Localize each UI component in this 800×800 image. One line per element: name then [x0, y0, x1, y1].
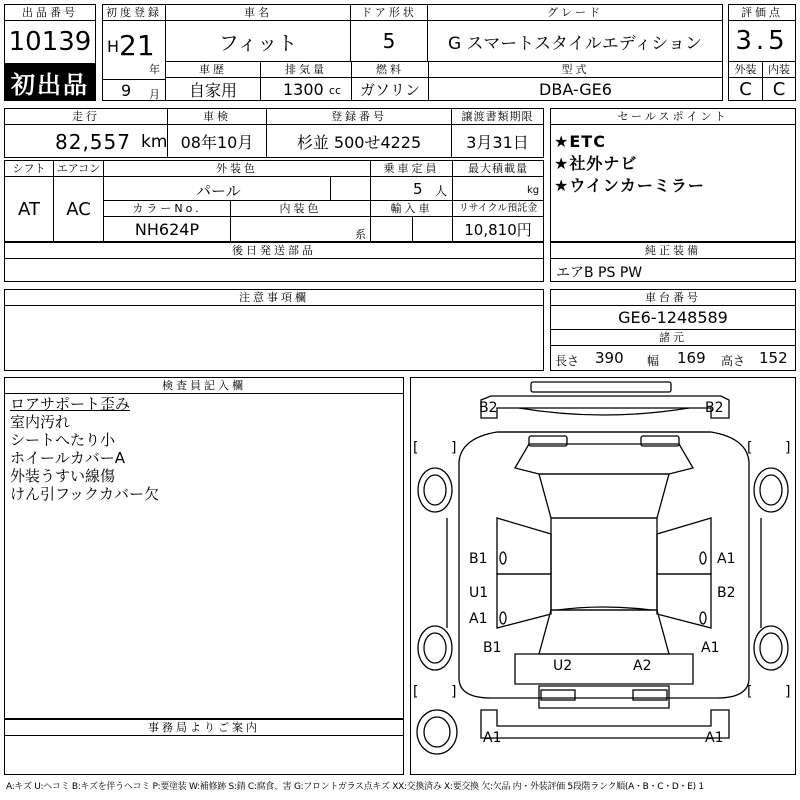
fuel-label: 燃料 [351, 61, 429, 78]
bracket: ] [451, 684, 457, 700]
damage-mark: B2 [717, 585, 736, 601]
notes-box [4, 305, 544, 371]
model: DBA-GE6 [428, 77, 723, 101]
inspector-note: ロアサポート歪み [10, 395, 131, 413]
aircon: AC [53, 176, 104, 242]
inspector-box [4, 393, 404, 719]
mileage [4, 124, 168, 158]
damage-mark: B2 [705, 400, 724, 416]
inspector-note: シートへたり小 [10, 431, 116, 449]
history-label: 車歴 [165, 61, 261, 78]
color-no: NH624P [103, 216, 231, 242]
doors-label: ドア形状 [350, 4, 428, 21]
later-parts-box [4, 258, 544, 282]
year-unit: 年 [149, 63, 160, 76]
bracket: [ [413, 440, 419, 456]
damage-mark: U1 [469, 585, 489, 601]
capacity-label: 乗車定員 [370, 160, 453, 177]
interior-grade: C [762, 77, 796, 101]
registration: 杉並 500せ4225 [266, 124, 452, 158]
bracket: ] [785, 440, 791, 456]
first-reg-label: 初度登録 [102, 4, 166, 21]
month: 9 [121, 81, 132, 100]
car-name-label: 車名 [165, 4, 351, 21]
transfer-doc-label: 譲渡書類期限 [451, 108, 544, 125]
exterior-grade: C [728, 77, 763, 101]
sales-point: ★社外ナビ [554, 154, 638, 173]
inspector-label: 検査員記入欄 [4, 377, 404, 394]
recycle-label: リサイクル預託金 [452, 200, 544, 217]
width-label: 幅 [647, 354, 660, 368]
mileage-unit: km [141, 132, 168, 152]
int-color-unit: 系 [355, 228, 366, 241]
height-label: 高さ [721, 354, 746, 368]
ext-color-extra [330, 176, 371, 201]
displacement-label: 排気量 [260, 61, 352, 78]
capacity [370, 176, 453, 201]
sales-points-label: セールスポイント [550, 108, 796, 125]
first-reg-year [102, 20, 166, 80]
color-no-label: カラーNo. [103, 200, 231, 217]
grade: G スマートスタイルエディション [427, 20, 723, 62]
width: 169 [677, 349, 706, 367]
score-label: 評価点 [728, 4, 796, 21]
damage-mark: U2 [553, 658, 573, 674]
chassis-label: 車台番号 [550, 289, 796, 306]
era: H [107, 37, 120, 56]
max-load [452, 176, 544, 201]
import-box-1 [370, 216, 413, 242]
inspection-label: 車検 [167, 108, 267, 125]
sales-point: ★ETC [554, 132, 606, 151]
displacement-unit: cc [329, 84, 342, 97]
ext-color [103, 176, 331, 201]
mileage-value: 82,557 [55, 130, 131, 154]
first-listing-badge: 初出品 [4, 63, 96, 101]
interior-label: 内装 [762, 61, 796, 78]
import-label: 輸入車 [370, 200, 453, 217]
first-reg-month [102, 79, 166, 101]
int-color [230, 216, 371, 242]
chassis-number: GE6-1248589 [550, 305, 796, 330]
max-load-label: 最大積載量 [452, 160, 544, 177]
damage-mark: A1 [717, 551, 736, 567]
damage-mark: A1 [469, 611, 488, 627]
lot-number-label: 出品番号 [4, 4, 96, 21]
capacity-value: 5 [413, 180, 423, 198]
ext-color-label: 外装色 [103, 160, 371, 177]
bracket: ] [785, 684, 791, 700]
ext-color-value: パール [196, 182, 241, 200]
transfer-doc: 3月31日 [451, 124, 544, 158]
equipment-value: エアB PS PW [556, 265, 643, 281]
later-parts-label: 後日発送部品 [4, 242, 544, 259]
bracket: ] [451, 440, 457, 456]
car-outline [411, 378, 795, 774]
recycle-deposit: 10,810円 [452, 216, 544, 242]
office-label: 事務局よりご案内 [4, 719, 404, 736]
mileage-label: 走行 [4, 108, 168, 125]
damage-mark: A1 [483, 730, 502, 746]
history: 自家用 [165, 77, 261, 101]
registration-label: 登録番号 [266, 108, 452, 125]
int-color-label: 内装色 [230, 200, 371, 217]
office-box [4, 735, 404, 775]
dims-label: 諸元 [550, 329, 796, 346]
dims-box [550, 345, 796, 371]
displacement [260, 77, 352, 101]
import-box-2 [412, 216, 453, 242]
equipment-label: 純正装備 [550, 242, 796, 259]
inspector-note: 室内汚れ [10, 413, 71, 431]
score: 3.5 [728, 20, 796, 62]
exterior-label: 外装 [728, 61, 763, 78]
inspector-note: 外装うすい線傷 [10, 467, 116, 485]
notes-label: 注意事項欄 [4, 289, 544, 306]
equipment [550, 258, 796, 282]
bracket: [ [747, 440, 753, 456]
inspector-note: けん引フックカバー欠 [10, 485, 159, 503]
damage-mark: B1 [469, 551, 488, 567]
shift: AT [4, 176, 54, 242]
height: 152 [759, 349, 788, 367]
max-load-unit: kg [527, 185, 540, 196]
doors: 5 [350, 20, 428, 62]
shift-label: シフト [4, 160, 54, 177]
damage-legend: A:キズ U:ヘコミ B:キズを伴うヘコミ P:要塗装 W:補修跡 S:錆 C:腐食、害 G:フロントガラス点キズ XX:交換済み X:要交換 欠:欠品 内・外装評価 5段階ランク順(A・B・C・D・E) 1 [6, 782, 704, 792]
grade-label: グレード [427, 4, 723, 21]
aircon-label: エアコン [53, 160, 104, 177]
bracket: [ [747, 684, 753, 700]
damage-mark: A1 [705, 730, 724, 746]
displacement-value: 1300 [283, 80, 324, 99]
sales-point: ★ウインカーミラー [554, 176, 705, 195]
car-diagram [410, 377, 796, 775]
sales-points-box [550, 124, 796, 242]
inspection: 08年10月 [167, 124, 267, 158]
model-label: 型式 [428, 61, 723, 78]
fuel: ガソリン [351, 77, 429, 101]
length: 390 [595, 349, 624, 367]
inspector-note: ホイールカバーA [10, 449, 125, 467]
damage-mark: B1 [483, 640, 502, 656]
length-label: 長さ [555, 354, 580, 368]
month-unit: 月 [149, 88, 160, 101]
damage-mark: A1 [701, 640, 720, 656]
car-name: フィット [165, 20, 351, 62]
damage-mark: A2 [633, 658, 652, 674]
year: 21 [119, 29, 155, 62]
capacity-unit: 人 [435, 184, 448, 198]
damage-mark: B2 [479, 400, 498, 416]
lot-number: 10139 [4, 20, 96, 64]
bracket: [ [413, 684, 419, 700]
